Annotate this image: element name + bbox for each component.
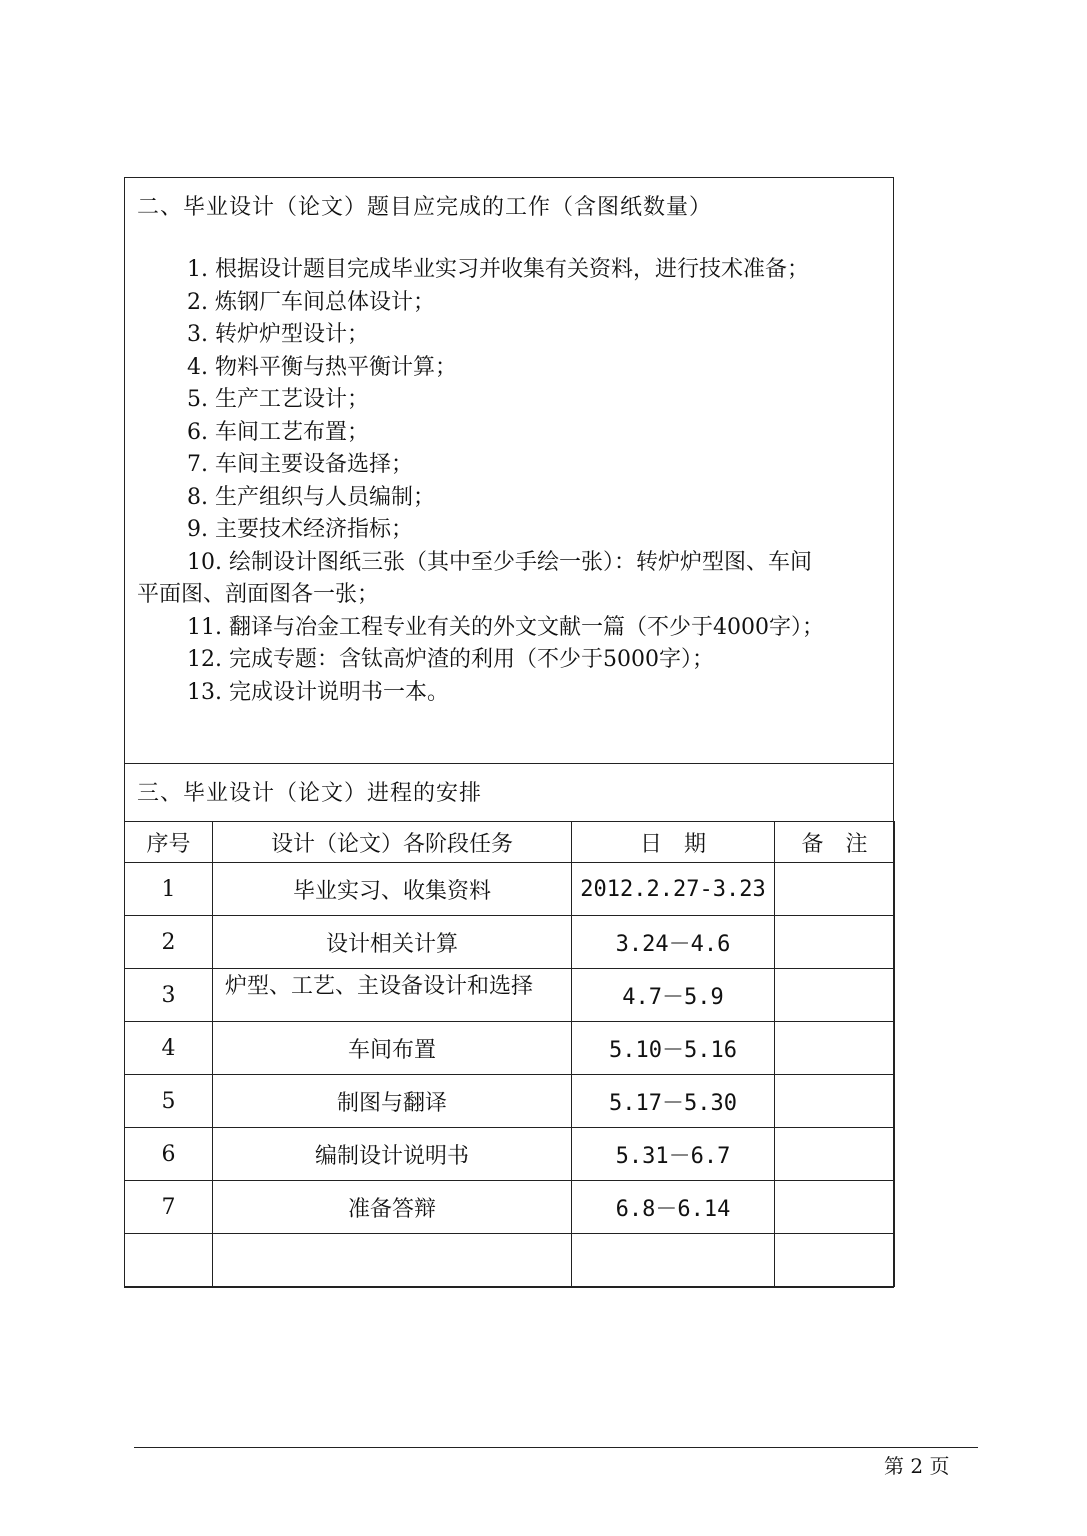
cell-task: 编制设计说明书: [213, 1128, 572, 1181]
work-content-section: [125, 178, 893, 764]
section-heading: 三、毕业设计（论文）进程的安排: [137, 781, 483, 806]
list-item: 9. 主要技术经济指标；: [187, 517, 413, 542]
cell-note: [775, 1128, 895, 1181]
cell-date: 4.7－5.9: [572, 969, 775, 1022]
column-header-date: 日 期: [572, 822, 775, 863]
cell-no: 4: [125, 1022, 213, 1075]
cell-note: [775, 1181, 895, 1234]
list-item: 6. 车间工艺布置；: [187, 419, 369, 445]
list-item: 11. 翻译与冶金工程专业有关的外文文献一篇（不少于4000字）；: [187, 614, 824, 640]
table-row: [125, 1234, 895, 1287]
list-item: 12. 完成专题：含钛高炉渣的利用（不少于5000字）；: [187, 647, 714, 672]
cell-date: 6.8－6.14: [572, 1181, 775, 1234]
cell-task: 设计相关计算: [213, 916, 572, 969]
schedule-table: [124, 821, 895, 1287]
list-item: 7. 车间主要设备选择；: [187, 452, 413, 477]
cell-task: 车间布置: [213, 1022, 572, 1075]
form-frame: [124, 177, 894, 1288]
cell-date: 5.10－5.16: [572, 1022, 775, 1075]
cell-task: 准备答辩: [213, 1181, 572, 1234]
table-row: [125, 863, 895, 916]
column-header-no: 序号: [125, 822, 213, 863]
cell-note: [775, 1075, 895, 1128]
table-row: [125, 1181, 895, 1234]
schedule-section-title: [125, 764, 893, 822]
cell-date: 3.24－4.6: [572, 916, 775, 969]
cell-note: [775, 1022, 895, 1075]
footer-divider: [134, 1447, 978, 1448]
cell-task: [213, 969, 572, 1022]
list-item: 4. 物料平衡与热平衡计算；: [187, 354, 457, 380]
table-row: [125, 1128, 895, 1181]
section-heading: 二、毕业设计（论文）题目应完成的工作（含图纸数量）: [137, 195, 713, 220]
list-item: 5. 生产工艺设计；: [187, 387, 369, 412]
cell-task: 毕业实习、收集资料: [213, 863, 572, 916]
cell-no: 2: [125, 916, 213, 969]
cell-note: [775, 863, 895, 916]
cell-no: 5: [125, 1075, 213, 1128]
table-row: [125, 916, 895, 969]
cell-date: 2012.2.27-3.23: [572, 863, 775, 916]
page-number: 第 2 页: [884, 1454, 950, 1478]
cell-date: 5.31－6.7: [572, 1128, 775, 1181]
list-item: 2. 炼钢厂车间总体设计；: [187, 289, 435, 315]
cell-no: 3: [125, 969, 213, 1022]
cell-no: 1: [125, 863, 213, 916]
cell-task-text: 炉型、工艺、主设备设计和选择: [225, 974, 534, 999]
table-row: [125, 1075, 895, 1128]
cell-no: 7: [125, 1181, 213, 1234]
table-header-row: [125, 822, 895, 863]
cell-note: [775, 969, 895, 1022]
table-row: [125, 1022, 895, 1075]
cell-task: 制图与翻译: [213, 1075, 572, 1128]
cell-no: [125, 1234, 213, 1287]
list-item: 13. 完成设计说明书一本。: [187, 679, 449, 705]
cell-date: [572, 1234, 775, 1287]
column-header-task: 设计（论文）各阶段任务: [213, 822, 572, 863]
list-item-continuation: 平面图、剖面图各一张；: [137, 582, 380, 607]
list-item: 8. 生产组织与人员编制；: [187, 484, 435, 510]
list-item: 3. 转炉炉型设计；: [187, 322, 369, 347]
column-header-note: 备 注: [775, 822, 895, 863]
list-item: 10. 绘制设计图纸三张（其中至少手绘一张）：转炉炉型图、车间: [187, 549, 812, 575]
task-list: [125, 254, 893, 709]
list-item: 1. 根据设计题目完成毕业实习并收集有关资料，进行技术准备；: [187, 257, 809, 282]
cell-no: 6: [125, 1128, 213, 1181]
cell-date: 5.17－5.30: [572, 1075, 775, 1128]
cell-task: [213, 1234, 572, 1287]
cell-note: [775, 916, 895, 969]
cell-note: [775, 1234, 895, 1287]
table-row: [125, 969, 895, 1022]
